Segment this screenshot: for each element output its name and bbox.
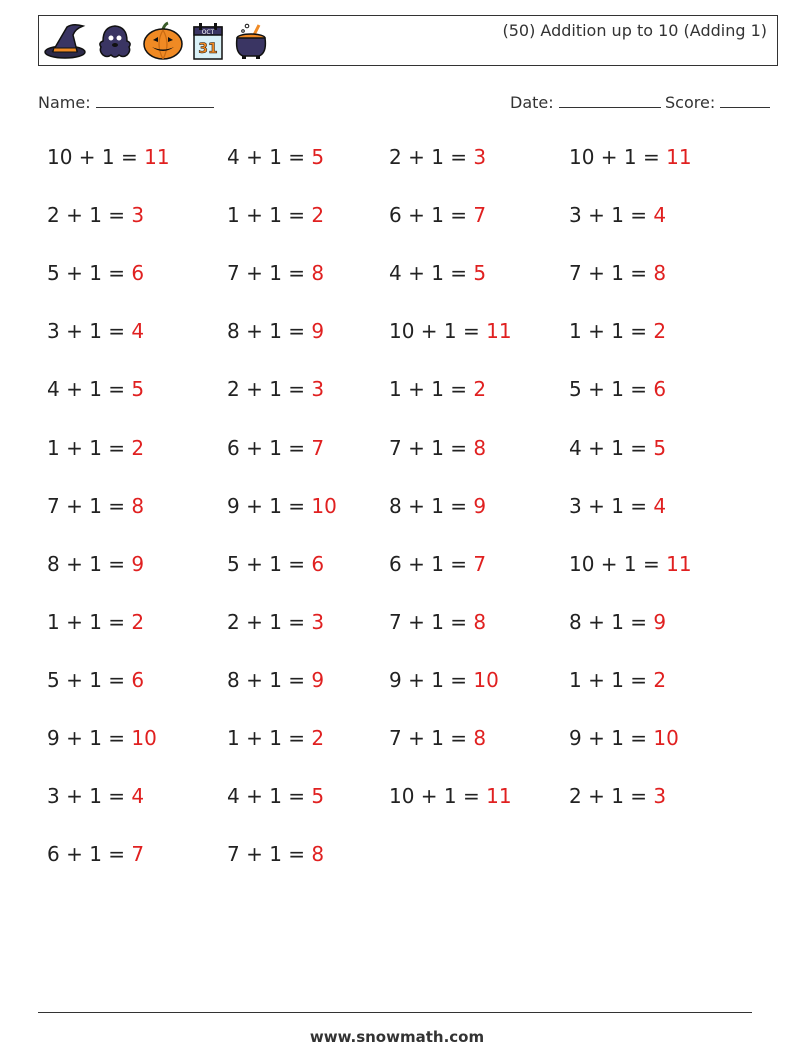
problem-question: 7 + 1 = bbox=[389, 436, 474, 460]
problem-answer: 9 bbox=[653, 610, 667, 634]
problem-question: 8 + 1 = bbox=[227, 668, 312, 692]
problem-item bbox=[389, 494, 486, 518]
problem-question: 5 + 1 = bbox=[569, 377, 654, 401]
problem-answer: 8 bbox=[131, 494, 145, 518]
problem-answer: 11 bbox=[144, 145, 170, 169]
problem-answer: 9 bbox=[311, 319, 325, 343]
problem-answer: 5 bbox=[311, 784, 325, 808]
problem-item bbox=[47, 552, 144, 576]
problem-question: 10 + 1 = bbox=[47, 145, 145, 169]
problem-answer: 8 bbox=[653, 261, 667, 285]
problem-answer: 11 bbox=[486, 319, 512, 343]
header-icons bbox=[43, 19, 271, 63]
problem-answer: 8 bbox=[311, 842, 325, 866]
name-row bbox=[38, 93, 214, 112]
problem-item bbox=[47, 145, 170, 169]
problem-item bbox=[569, 552, 692, 576]
problem-item bbox=[47, 784, 144, 808]
ghost-icon bbox=[95, 21, 135, 61]
problem-item bbox=[389, 784, 512, 808]
problem-item bbox=[569, 668, 666, 692]
problem-item bbox=[389, 377, 486, 401]
problem-item bbox=[227, 842, 324, 866]
problem-question: 4 + 1 = bbox=[389, 261, 474, 285]
problem-answer: 3 bbox=[311, 377, 325, 401]
problem-item bbox=[47, 842, 144, 866]
problem-item bbox=[389, 145, 486, 169]
problem-answer: 2 bbox=[473, 377, 487, 401]
calendar-day: 31 bbox=[198, 41, 218, 57]
problem-answer: 6 bbox=[311, 552, 325, 576]
problem-item bbox=[227, 261, 324, 285]
problem-answer: 2 bbox=[653, 319, 667, 343]
score-row bbox=[665, 93, 770, 112]
problem-item bbox=[47, 494, 144, 518]
calendar-month: OCT bbox=[201, 29, 215, 36]
footer-divider bbox=[38, 1012, 752, 1013]
problem-question: 1 + 1 = bbox=[227, 726, 312, 750]
problem-question: 1 + 1 = bbox=[389, 377, 474, 401]
problem-question: 2 + 1 = bbox=[389, 145, 474, 169]
problem-answer: 3 bbox=[131, 203, 145, 227]
problem-answer: 6 bbox=[131, 668, 145, 692]
problem-answer: 2 bbox=[131, 436, 145, 460]
problem-answer: 4 bbox=[131, 784, 145, 808]
problem-answer: 9 bbox=[311, 668, 325, 692]
problem-question: 6 + 1 = bbox=[389, 203, 474, 227]
problem-question: 9 + 1 = bbox=[227, 494, 312, 518]
problem-question: 10 + 1 = bbox=[389, 784, 487, 808]
problem-item bbox=[227, 436, 324, 460]
problem-item bbox=[227, 145, 324, 169]
problem-question: 1 + 1 = bbox=[569, 319, 654, 343]
problem-answer: 10 bbox=[131, 726, 157, 750]
problem-question: 7 + 1 = bbox=[389, 610, 474, 634]
problem-item bbox=[569, 436, 666, 460]
problem-question: 4 + 1 = bbox=[227, 784, 312, 808]
problem-item bbox=[389, 668, 499, 692]
problem-question: 9 + 1 = bbox=[47, 726, 132, 750]
problem-item bbox=[569, 610, 666, 634]
problem-item bbox=[227, 668, 324, 692]
problem-question: 6 + 1 = bbox=[389, 552, 474, 576]
problem-answer: 2 bbox=[131, 610, 145, 634]
problem-answer: 7 bbox=[131, 842, 145, 866]
problem-question: 10 + 1 = bbox=[569, 552, 667, 576]
problem-item bbox=[389, 726, 486, 750]
problem-item bbox=[227, 610, 324, 634]
problem-answer: 3 bbox=[311, 610, 325, 634]
problem-question: 4 + 1 = bbox=[569, 436, 654, 460]
problem-item bbox=[47, 610, 144, 634]
problem-question: 8 + 1 = bbox=[569, 610, 654, 634]
problem-item bbox=[227, 319, 324, 343]
date-row bbox=[510, 93, 661, 112]
problem-question: 1 + 1 = bbox=[227, 203, 312, 227]
problem-answer: 4 bbox=[131, 319, 145, 343]
problem-question: 4 + 1 = bbox=[47, 377, 132, 401]
problem-answer: 3 bbox=[653, 784, 667, 808]
problem-question: 10 + 1 = bbox=[389, 319, 487, 343]
problem-question: 2 + 1 = bbox=[227, 610, 312, 634]
footer-url: www.snowmath.com bbox=[309, 1028, 485, 1046]
problem-answer: 4 bbox=[653, 494, 667, 518]
problem-item bbox=[389, 610, 486, 634]
problem-question: 4 + 1 = bbox=[227, 145, 312, 169]
problem-question: 3 + 1 = bbox=[47, 319, 132, 343]
problem-item bbox=[227, 784, 324, 808]
problem-answer: 2 bbox=[653, 668, 667, 692]
problem-answer: 2 bbox=[311, 203, 325, 227]
problem-question: 8 + 1 = bbox=[389, 494, 474, 518]
problem-answer: 10 bbox=[473, 668, 499, 692]
problem-item bbox=[569, 784, 666, 808]
problem-item bbox=[569, 203, 666, 227]
problem-question: 6 + 1 = bbox=[47, 842, 132, 866]
problem-answer: 3 bbox=[473, 145, 487, 169]
problem-answer: 9 bbox=[473, 494, 487, 518]
problem-answer: 8 bbox=[473, 610, 487, 634]
problem-item bbox=[389, 203, 486, 227]
problem-question: 1 + 1 = bbox=[47, 436, 132, 460]
problem-question: 8 + 1 = bbox=[47, 552, 132, 576]
problem-answer: 9 bbox=[131, 552, 145, 576]
problem-question: 7 + 1 = bbox=[47, 494, 132, 518]
problem-question: 7 + 1 = bbox=[569, 261, 654, 285]
problem-answer: 5 bbox=[131, 377, 145, 401]
problem-answer: 8 bbox=[311, 261, 325, 285]
problem-item bbox=[569, 319, 666, 343]
score-label: Score: bbox=[665, 93, 716, 112]
problem-item bbox=[227, 494, 337, 518]
header-box bbox=[38, 15, 778, 66]
problem-question: 9 + 1 = bbox=[389, 668, 474, 692]
problem-item bbox=[227, 203, 324, 227]
problem-item bbox=[389, 436, 486, 460]
problem-item bbox=[47, 377, 144, 401]
problem-answer: 11 bbox=[666, 145, 692, 169]
problem-item bbox=[227, 552, 324, 576]
problem-item bbox=[47, 261, 144, 285]
problem-answer: 6 bbox=[653, 377, 667, 401]
problem-answer: 5 bbox=[473, 261, 487, 285]
problem-item bbox=[227, 377, 324, 401]
problem-question: 2 + 1 = bbox=[47, 203, 132, 227]
name-line[interactable] bbox=[96, 93, 214, 108]
problem-question: 5 + 1 = bbox=[227, 552, 312, 576]
date-line[interactable] bbox=[559, 93, 661, 108]
problem-answer: 7 bbox=[311, 436, 325, 460]
problem-question: 7 + 1 = bbox=[389, 726, 474, 750]
problem-question: 3 + 1 = bbox=[47, 784, 132, 808]
problem-answer: 5 bbox=[311, 145, 325, 169]
problem-item bbox=[569, 145, 692, 169]
problem-answer: 2 bbox=[311, 726, 325, 750]
problem-item bbox=[227, 726, 324, 750]
problem-question: 10 + 1 = bbox=[569, 145, 667, 169]
problem-answer: 10 bbox=[311, 494, 337, 518]
calendar-icon bbox=[191, 21, 225, 61]
problem-question: 7 + 1 = bbox=[227, 842, 312, 866]
problem-answer: 6 bbox=[131, 261, 145, 285]
problem-item bbox=[569, 377, 666, 401]
witch-hat-icon bbox=[43, 21, 89, 61]
problem-question: 5 + 1 = bbox=[47, 668, 132, 692]
problem-question: 2 + 1 = bbox=[569, 784, 654, 808]
problem-item bbox=[569, 726, 679, 750]
pumpkin-icon bbox=[141, 21, 185, 61]
problem-question: 1 + 1 = bbox=[47, 610, 132, 634]
problem-item bbox=[389, 552, 486, 576]
problem-question: 2 + 1 = bbox=[227, 377, 312, 401]
problem-answer: 10 bbox=[653, 726, 679, 750]
problem-question: 1 + 1 = bbox=[569, 668, 654, 692]
problem-question: 6 + 1 = bbox=[227, 436, 312, 460]
problem-item bbox=[389, 261, 486, 285]
problem-item bbox=[569, 261, 666, 285]
problem-item bbox=[389, 319, 512, 343]
problem-item bbox=[47, 203, 144, 227]
problem-answer: 11 bbox=[486, 784, 512, 808]
problem-item bbox=[47, 319, 144, 343]
problem-answer: 8 bbox=[473, 726, 487, 750]
problem-item bbox=[47, 436, 144, 460]
problem-answer: 11 bbox=[666, 552, 692, 576]
worksheet-title: (50) Addition up to 10 (Adding 1) bbox=[502, 21, 767, 40]
problem-question: 3 + 1 = bbox=[569, 494, 654, 518]
problem-item bbox=[569, 494, 666, 518]
problem-question: 7 + 1 = bbox=[227, 261, 312, 285]
problem-question: 5 + 1 = bbox=[47, 261, 132, 285]
problem-answer: 7 bbox=[473, 552, 487, 576]
date-label: Date: bbox=[510, 93, 554, 112]
score-line[interactable] bbox=[720, 93, 770, 108]
cauldron-icon bbox=[231, 21, 271, 61]
problem-question: 9 + 1 = bbox=[569, 726, 654, 750]
problem-answer: 7 bbox=[473, 203, 487, 227]
problem-question: 3 + 1 = bbox=[569, 203, 654, 227]
problem-question: 8 + 1 = bbox=[227, 319, 312, 343]
problem-answer: 8 bbox=[473, 436, 487, 460]
problem-item bbox=[47, 668, 144, 692]
problem-answer: 4 bbox=[653, 203, 667, 227]
name-label: Name: bbox=[38, 93, 91, 112]
problem-item bbox=[47, 726, 157, 750]
problem-answer: 5 bbox=[653, 436, 667, 460]
